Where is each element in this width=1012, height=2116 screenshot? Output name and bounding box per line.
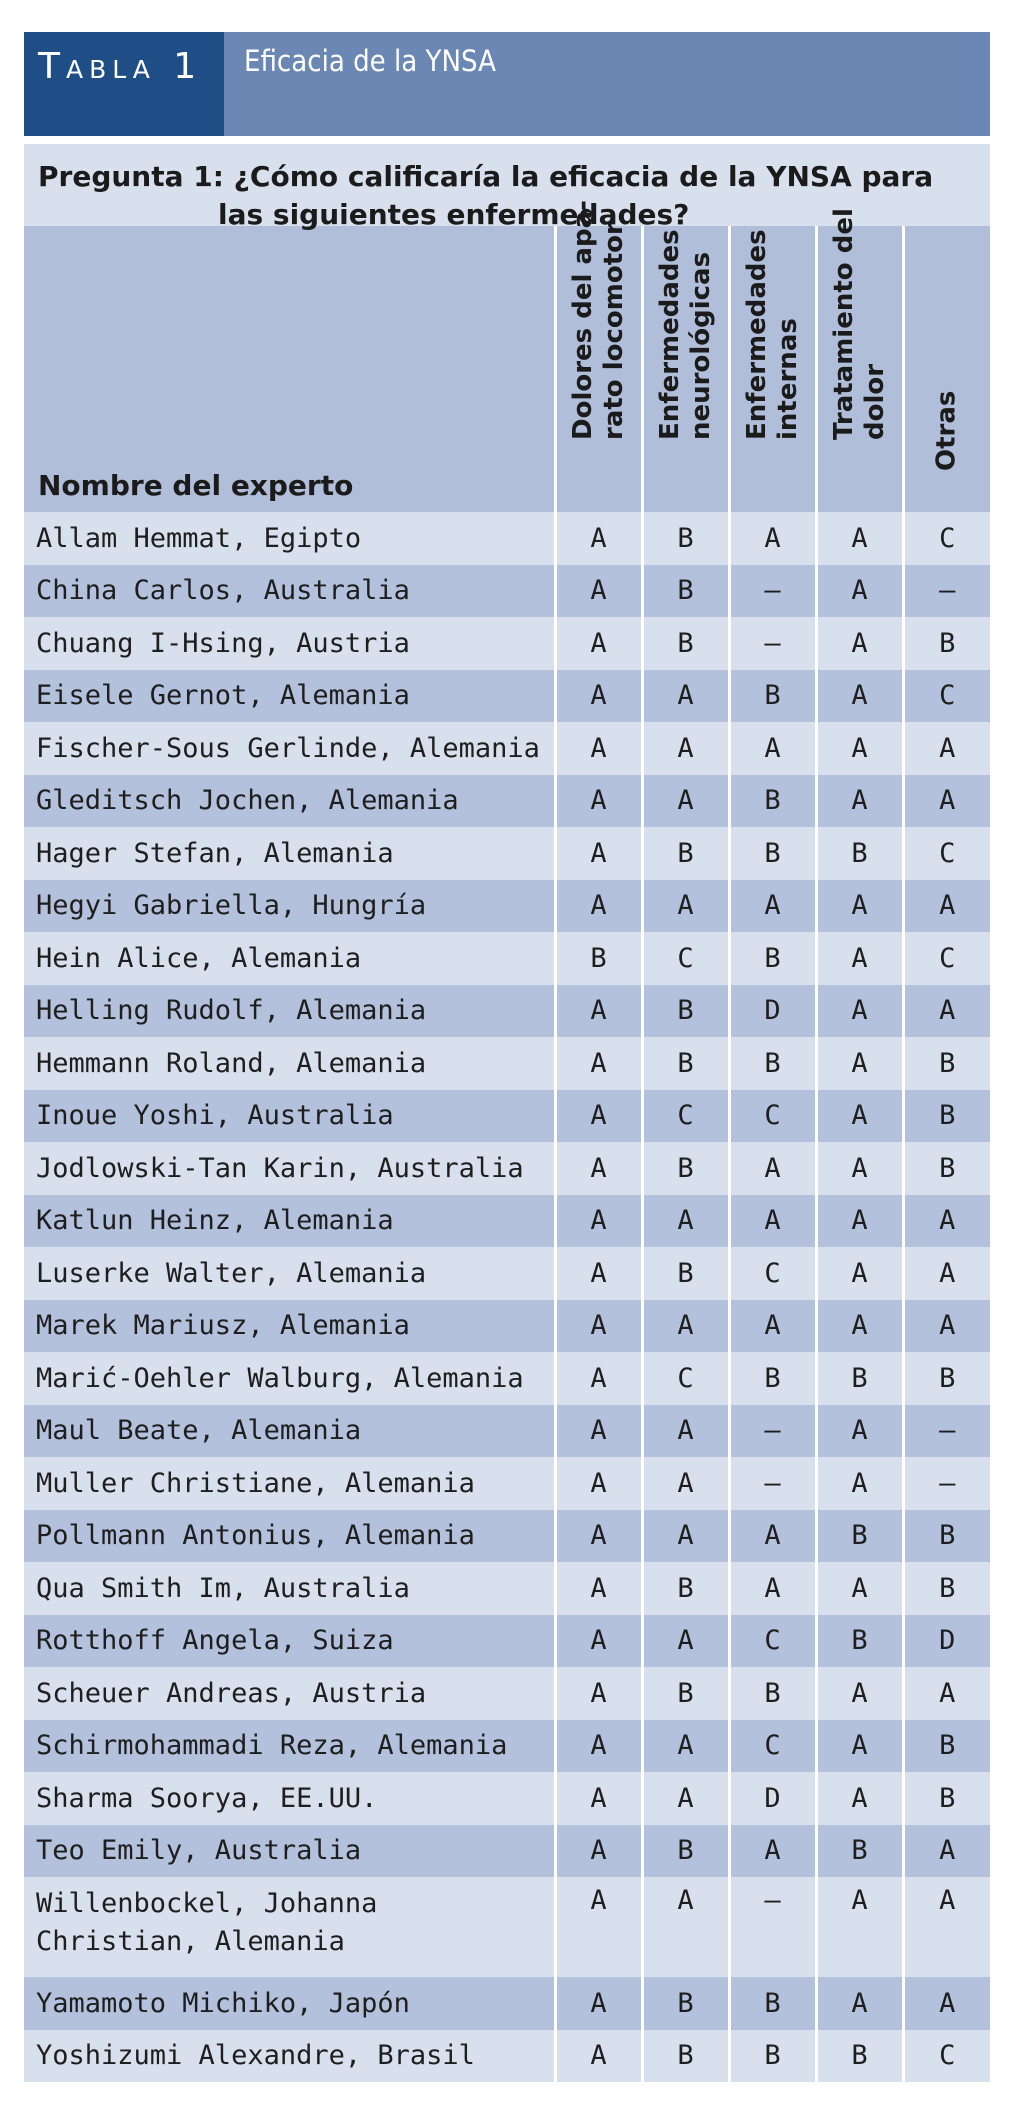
rating-neurological: B (642, 1977, 729, 2030)
table-label: Tabla 1 (38, 46, 203, 87)
title-box (224, 32, 990, 136)
rating-other: C (903, 670, 990, 723)
expert-name: Willenbockel, Johanna Christian, Alemania (24, 1877, 555, 1977)
rating-pain: B (816, 2030, 903, 2083)
rating-other: B (903, 1142, 990, 1195)
rating-neurological: B (642, 1825, 729, 1878)
rating-pain: A (816, 617, 903, 670)
expert-name: Yoshizumi Alexandre, Brasil (24, 2030, 555, 2083)
rating-internal: B (729, 932, 816, 985)
rating-locomotor: A (555, 2030, 642, 2083)
rating-other: C (903, 512, 990, 565)
rating-locomotor: A (555, 1667, 642, 1720)
rating-other: B (903, 1772, 990, 1825)
rating-other: A (903, 1247, 990, 1300)
table-row (24, 1142, 990, 1195)
table-row (24, 2030, 990, 2083)
table-row (24, 565, 990, 618)
header-row (24, 226, 990, 512)
rating-pain: A (816, 1142, 903, 1195)
rating-other: C (903, 2030, 990, 2083)
table-row (24, 1615, 990, 1668)
rating-neurological: B (642, 1562, 729, 1615)
rating-internal: B (729, 1037, 816, 1090)
rating-pain: A (816, 1877, 903, 1977)
rating-internal: – (729, 1405, 816, 1458)
rating-pain: A (816, 1667, 903, 1720)
rating-locomotor: A (555, 1037, 642, 1090)
table-frame (24, 32, 990, 2082)
rating-locomotor: A (555, 722, 642, 775)
rating-internal: C (729, 1090, 816, 1143)
rating-internal: B (729, 775, 816, 828)
rating-locomotor: A (555, 1352, 642, 1405)
rating-locomotor: A (555, 880, 642, 933)
column-header-internal (729, 226, 816, 512)
rating-pain: A (816, 932, 903, 985)
rating-neurological: B (642, 1037, 729, 1090)
expert-name: Hein Alice, Alemania (24, 932, 555, 985)
rating-neurological: A (642, 1615, 729, 1668)
rating-other: A (903, 880, 990, 933)
rating-internal: – (729, 617, 816, 670)
rating-neurological: A (642, 1457, 729, 1510)
table-row (24, 1877, 990, 1977)
rating-internal: C (729, 1720, 816, 1773)
rating-locomotor: A (555, 1457, 642, 1510)
rating-internal: A (729, 1825, 816, 1878)
rating-other: C (903, 932, 990, 985)
rating-pain: B (816, 1825, 903, 1878)
rating-other: – (903, 565, 990, 618)
rating-internal: D (729, 985, 816, 1038)
column-header-pain (816, 208, 903, 512)
rating-pain: A (816, 512, 903, 565)
rating-other: A (903, 775, 990, 828)
rating-locomotor: A (555, 1300, 642, 1353)
rating-other: B (903, 617, 990, 670)
table-row (24, 1352, 990, 1405)
rating-pain: A (816, 880, 903, 933)
rating-pain: A (816, 1977, 903, 2030)
rating-pain: A (816, 1300, 903, 1353)
column-header-neurological-label: Enfermedades neurológicas (654, 229, 716, 440)
expert-name: Sharma Soorya, EE.UU. (24, 1772, 555, 1825)
expert-name: Pollmann Antonius, Alemania (24, 1510, 555, 1563)
column-header-other (903, 226, 990, 512)
expert-name: Luserke Walter, Alemania (24, 1247, 555, 1300)
rating-neurological: A (642, 670, 729, 723)
rating-pain: A (816, 1090, 903, 1143)
rating-pain: A (816, 1247, 903, 1300)
rating-neurological: A (642, 722, 729, 775)
table-row (24, 1195, 990, 1248)
expert-name: Rotthoff Angela, Suiza (24, 1615, 555, 1668)
expert-name: Inoue Yoshi, Australia (24, 1090, 555, 1143)
expert-name: China Carlos, Australia (24, 565, 555, 618)
expert-name: Marek Mariusz, Alemania (24, 1300, 555, 1353)
rating-pain: B (816, 1615, 903, 1668)
table-row (24, 1405, 990, 1458)
table-row (24, 1562, 990, 1615)
rating-internal: – (729, 565, 816, 618)
rating-locomotor: A (555, 1510, 642, 1563)
rating-neurological: B (642, 1247, 729, 1300)
rating-internal: B (729, 670, 816, 723)
column-header-other-label: Otras (931, 390, 962, 471)
rating-other: A (903, 1195, 990, 1248)
rating-locomotor: A (555, 1142, 642, 1195)
expert-name: Gleditsch Jochen, Alemania (24, 775, 555, 828)
rating-other: D (903, 1615, 990, 1668)
rating-internal: D (729, 1772, 816, 1825)
rating-pain: A (816, 1405, 903, 1458)
table-row (24, 1720, 990, 1773)
rating-pain: A (816, 1195, 903, 1248)
rating-internal: A (729, 880, 816, 933)
rating-other: B (903, 1090, 990, 1143)
rating-pain: A (816, 1037, 903, 1090)
rating-neurological: A (642, 1877, 729, 1977)
table-row (24, 880, 990, 933)
rating-neurological: A (642, 1720, 729, 1773)
expert-name: Muller Christiane, Alemania (24, 1457, 555, 1510)
rating-locomotor: A (555, 1825, 642, 1878)
rating-internal: B (729, 827, 816, 880)
rating-internal: B (729, 1352, 816, 1405)
expert-name: Katlun Heinz, Alemania (24, 1195, 555, 1248)
rating-neurological: A (642, 1195, 729, 1248)
expert-name: Allam Hemmat, Egipto (24, 512, 555, 565)
expert-name: Fischer-Sous Gerlinde, Alemania (24, 722, 555, 775)
expert-name: Chuang I-Hsing, Austria (24, 617, 555, 670)
rating-other: A (903, 722, 990, 775)
rating-locomotor: A (555, 1772, 642, 1825)
rating-neurological: B (642, 1667, 729, 1720)
rating-internal: B (729, 2030, 816, 2083)
table-row (24, 670, 990, 723)
table-row (24, 512, 990, 565)
expert-name: Schirmohammadi Reza, Alemania (24, 1720, 555, 1773)
rating-neurological: C (642, 1090, 729, 1143)
table-label-box (24, 32, 224, 136)
table-row (24, 1977, 990, 2030)
rating-neurological: A (642, 1510, 729, 1563)
expert-name: Hager Stefan, Alemania (24, 827, 555, 880)
rating-internal: B (729, 1667, 816, 1720)
rating-neurological: B (642, 512, 729, 565)
rating-internal: A (729, 1142, 816, 1195)
rating-internal: A (729, 512, 816, 565)
table-row (24, 1037, 990, 1090)
expert-name: Teo Emily, Australia (24, 1825, 555, 1878)
expert-name: Hemmann Roland, Alemania (24, 1037, 555, 1090)
rating-internal: C (729, 1247, 816, 1300)
table-row (24, 1825, 990, 1878)
rating-pain: A (816, 722, 903, 775)
rating-neurological: A (642, 1405, 729, 1458)
table-row (24, 1457, 990, 1510)
rating-internal: A (729, 1300, 816, 1353)
table-row (24, 932, 990, 985)
question-line-1: Pregunta 1: ¿Cómo calificaría la eficacia de la YNSA para (38, 160, 934, 193)
rating-pain: A (816, 1720, 903, 1773)
rating-other: – (903, 1457, 990, 1510)
rating-locomotor: A (555, 775, 642, 828)
rating-neurological: B (642, 1142, 729, 1195)
rating-neurological: B (642, 827, 729, 880)
rating-other: A (903, 1300, 990, 1353)
rating-neurological: A (642, 880, 729, 933)
rating-pain: B (816, 827, 903, 880)
rating-other: – (903, 1405, 990, 1458)
table-row (24, 1510, 990, 1563)
table-row (24, 1772, 990, 1825)
rating-locomotor: A (555, 1877, 642, 1977)
table-row (24, 1247, 990, 1300)
rating-neurological: B (642, 2030, 729, 2083)
rating-pain: A (816, 1457, 903, 1510)
table-row (24, 617, 990, 670)
rating-pain: A (816, 565, 903, 618)
rating-internal: A (729, 1562, 816, 1615)
rating-other: A (903, 1977, 990, 2030)
expert-name: Qua Smith Im, Australia (24, 1562, 555, 1615)
rating-locomotor: A (555, 1977, 642, 2030)
rating-internal: B (729, 1977, 816, 2030)
table-row (24, 827, 990, 880)
expert-name: Hegyi Gabriella, Hungría (24, 880, 555, 933)
rating-locomotor: A (555, 565, 642, 618)
rating-locomotor: A (555, 512, 642, 565)
rating-locomotor: A (555, 1405, 642, 1458)
rating-other: B (903, 1510, 990, 1563)
rating-internal: C (729, 1615, 816, 1668)
rating-locomotor: A (555, 1090, 642, 1143)
column-header-locomotor (555, 200, 642, 512)
rating-other: A (903, 1877, 990, 1977)
rating-locomotor: A (555, 670, 642, 723)
rating-other: B (903, 1037, 990, 1090)
rating-locomotor: A (555, 1195, 642, 1248)
table-row (24, 1300, 990, 1353)
rating-neurological: C (642, 932, 729, 985)
rating-neurological: C (642, 1352, 729, 1405)
rating-pain: A (816, 1772, 903, 1825)
title-band (24, 32, 990, 136)
rating-neurological: A (642, 1300, 729, 1353)
rating-other: B (903, 1720, 990, 1773)
table-body (24, 512, 990, 2082)
column-header-neurological (642, 226, 729, 512)
rating-pain: A (816, 670, 903, 723)
rating-locomotor: A (555, 985, 642, 1038)
table-row (24, 985, 990, 1038)
column-header-name: Nombre del experto (24, 226, 555, 512)
rating-other: A (903, 1667, 990, 1720)
rating-neurological: A (642, 1772, 729, 1825)
expert-name: Yamamoto Michiko, Japón (24, 1977, 555, 2030)
rating-neurological: A (642, 775, 729, 828)
rating-internal: A (729, 1195, 816, 1248)
rating-other: B (903, 1352, 990, 1405)
rating-internal: A (729, 1510, 816, 1563)
table-title: Eficacia de la YNSA (244, 44, 496, 78)
rating-pain: B (816, 1510, 903, 1563)
table-row (24, 1667, 990, 1720)
rating-locomotor: A (555, 1562, 642, 1615)
column-header-pain-label: Tratamiento del dolor (828, 208, 890, 440)
rating-neurological: B (642, 565, 729, 618)
rating-internal: A (729, 722, 816, 775)
table-row (24, 775, 990, 828)
rating-pain: B (816, 1352, 903, 1405)
rating-internal: – (729, 1457, 816, 1510)
question-line-2: las siguientes enfermedades? (218, 198, 690, 231)
expert-name: Scheuer Andreas, Austria (24, 1667, 555, 1720)
expert-name: Maul Beate, Alemania (24, 1405, 555, 1458)
rating-locomotor: A (555, 1247, 642, 1300)
rating-pain: A (816, 775, 903, 828)
rating-other: C (903, 827, 990, 880)
rating-locomotor: B (555, 932, 642, 985)
rating-locomotor: A (555, 617, 642, 670)
expert-name: Helling Rudolf, Alemania (24, 985, 555, 1038)
table-row (24, 722, 990, 775)
column-header-internal-label: Enfermedades internas (741, 229, 803, 440)
rating-neurological: B (642, 617, 729, 670)
expert-name: Eisele Gernot, Alemania (24, 670, 555, 723)
expert-name: Marić-Oehler Walburg, Alemania (24, 1352, 555, 1405)
table-row (24, 1090, 990, 1143)
rating-locomotor: A (555, 1720, 642, 1773)
rating-locomotor: A (555, 827, 642, 880)
column-header-locomotor-label: Dolores del apa- rato locomotor (567, 200, 629, 440)
rating-pain: A (816, 1562, 903, 1615)
rating-other: A (903, 1825, 990, 1878)
rating-locomotor: A (555, 1615, 642, 1668)
rating-pain: A (816, 985, 903, 1038)
rating-neurological: B (642, 985, 729, 1038)
rating-other: A (903, 985, 990, 1038)
rating-other: B (903, 1562, 990, 1615)
rating-internal: – (729, 1877, 816, 1977)
expert-name: Jodlowski-Tan Karin, Australia (24, 1142, 555, 1195)
